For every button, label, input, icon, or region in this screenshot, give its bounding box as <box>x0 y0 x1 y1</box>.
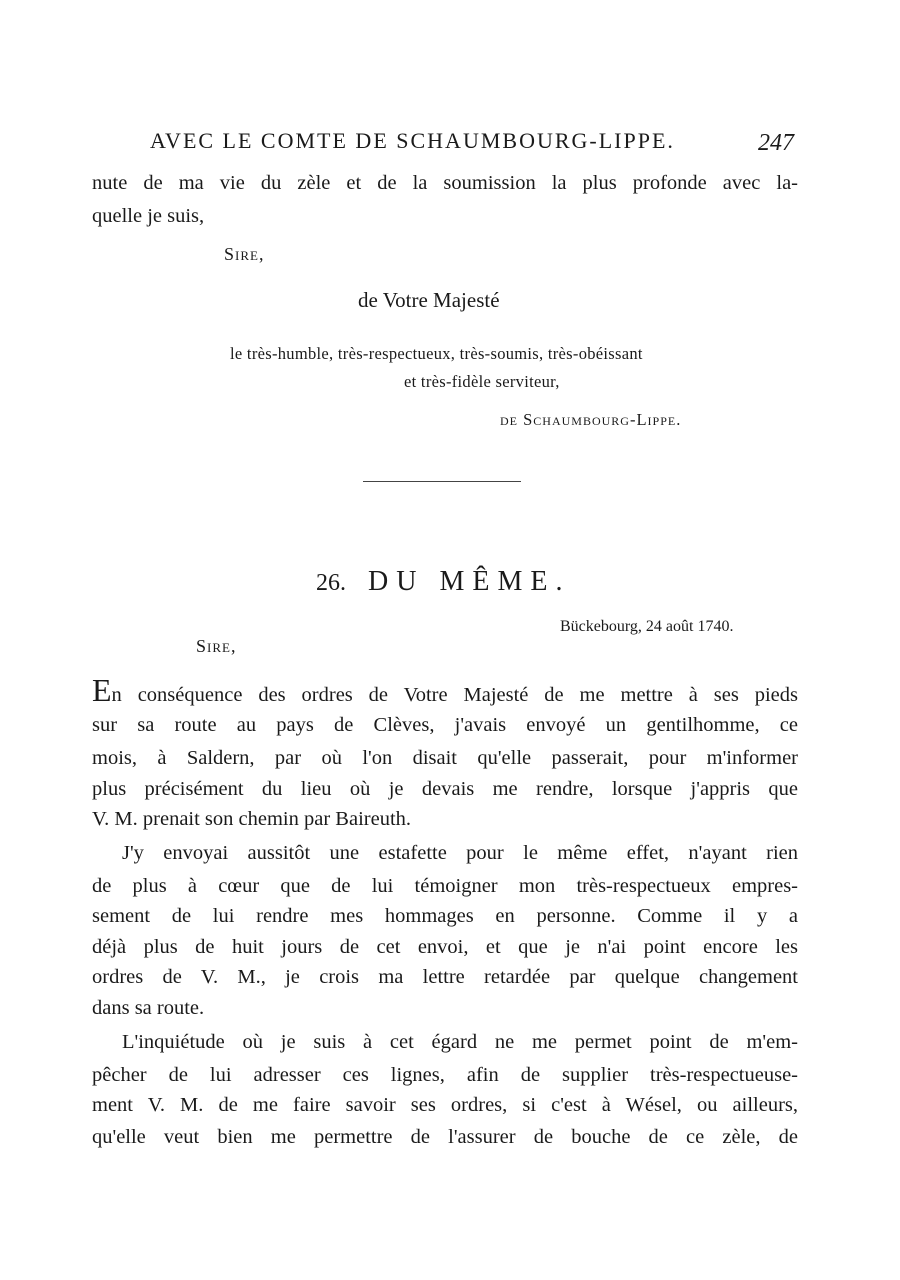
text-line: L'inquiétude où je suis à cet égard ne me permet point de m'em- <box>122 1031 798 1053</box>
section-heading: DU MÊME. <box>368 566 571 597</box>
drop-cap: E <box>92 672 112 708</box>
text-line: V. M. prenait son chemin par Baireuth. <box>92 808 412 830</box>
dateline: Bückebourg, 24 août 1740. <box>560 618 734 635</box>
text-line: J'y envoyai aussitôt une estafette pour le même effet, n'ayant rien <box>122 842 798 864</box>
running-head: AVEC LE COMTE DE SCHAUMBOURG-LIPPE. <box>150 128 675 153</box>
text-line: En conséquence des ordres de Votre Majesté de me mettre à ses pieds <box>92 672 798 708</box>
text-line: dans sa route. <box>92 997 205 1019</box>
text-line: quelle je suis, <box>92 205 205 227</box>
text-line: mois, à Saldern, par où l'on disait qu'elle passerait, pour m'informer <box>92 747 798 769</box>
text-line: sement de lui rendre mes hommages en personne. Comme il y a <box>92 905 798 927</box>
text-line: ordres de V. M., je crois ma lettre retardée par quelque changement <box>92 966 798 988</box>
text-line: ment V. M. de me faire savoir ses ordres, si c'est à Wésel, ou ailleurs, <box>92 1094 798 1116</box>
salutation: Sire, <box>224 244 265 264</box>
section-number: 26. <box>316 570 346 596</box>
text-line: nute de ma vie du zèle et de la soumission la plus profonde avec la- <box>92 172 798 194</box>
closing-line: et très-fidèle serviteur, <box>404 372 560 391</box>
text-line: sur sa route au pays de Clèves, j'avais envoyé un gentilhomme, ce <box>92 714 798 736</box>
text-line: qu'elle veut bien me permettre de l'assurer de bouche de ce zèle, de <box>92 1126 798 1148</box>
salutation: Sire, <box>196 636 237 656</box>
text-line: plus précisément du lieu où je devais me rendre, lorsque j'appris que <box>92 778 798 800</box>
section-divider <box>363 481 521 482</box>
text-line: de plus à cœur que de lui témoigner mon très-respectueux empres- <box>92 875 798 897</box>
signature: de Schaumbourg-Lippe. <box>500 410 682 429</box>
text-line: déjà plus de huit jours de cet envoi, et que je n'ai point encore les <box>92 936 798 958</box>
closing-line: le très-humble, très-respectueux, très-soumis, très-obéissant <box>230 344 643 363</box>
text-line: pêcher de lui adresser ces lignes, afin de supplier très-respectueuse- <box>92 1064 798 1086</box>
page-number: 247 <box>758 130 794 156</box>
section-title <box>316 566 570 598</box>
closing-line: de Votre Majesté <box>358 288 500 312</box>
